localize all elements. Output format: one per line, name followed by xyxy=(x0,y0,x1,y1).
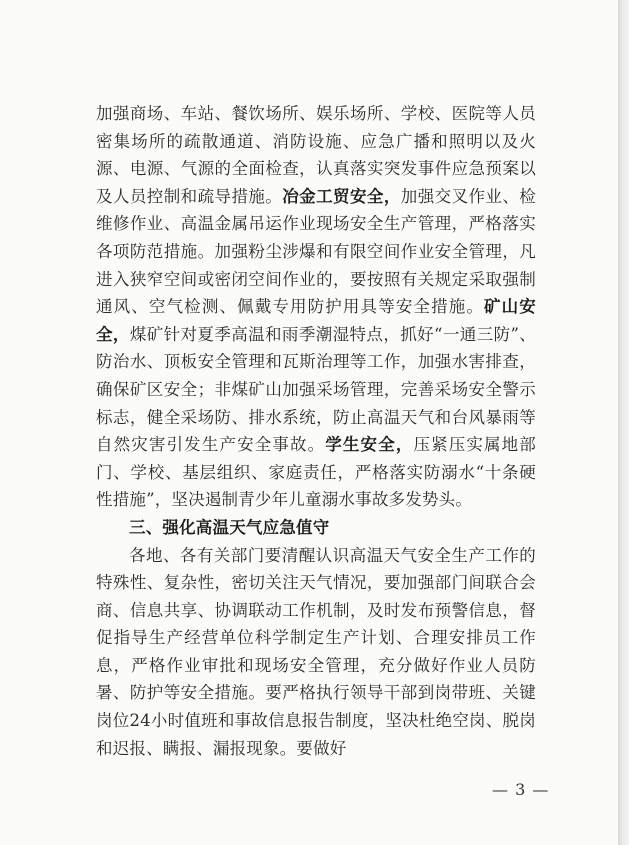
paragraph-text: 加强商场、车站、餐饮场所、娱乐场所、学校、医院等人员密集场所的疏散通道、消防设施、应急广播和照明以及火源、电源、气源的全面检查，认真落实突发事件应急预案以及人员控制和疏导措施。 xyxy=(96,104,536,206)
paragraph-text: 煤矿针对夏季高温和雨季潮湿特点，抓好“一通三防”、防治水、顶板安全管理和瓦斯治理等工作，加强水害排查，确保矿区安全；非煤矿山加强采场管理，完善采场安全警示标志，健全采场防、排水系统，防止高温天气和台风暴雨等自然灾害引发生产安全事故。 xyxy=(96,324,537,455)
document-body xyxy=(96,100,536,762)
keyword-mine-safety: 矿山安全， xyxy=(96,297,536,344)
paragraph-safety-measures xyxy=(96,100,536,514)
paper-edge xyxy=(618,0,629,845)
paragraph-emergency-duty: 各地、各有关部门要清醒认识高温天气安全生产工作的特殊性、复杂性，密切关注天气情况，要加强部门间联合会商、信息共享、协调联动工作机制，及时发布预警信息，督促指导生产经营单位科学制定生产计划、合理安排员工作息，严格作业审批和现场安全管理，充分做好作业人员防暑、防护等安全措施。要严格执行领导干部到岗带班、关键岗位24小时值班和事故信息报告制度，坚决杜绝空岗、脱岗和迟报、瞒报、漏报现象。要做好 xyxy=(96,545,536,758)
section-heading: 三、强化高温天气应急值守 xyxy=(129,517,330,537)
keyword-metallurgy-safety: 冶金工贸安全， xyxy=(282,186,401,206)
paragraph-text: 加强交叉作业、检维修作业、高温金属吊运作业现场安全生产管理，严格落实各项防范措施。加强粉尘涉爆和有限空间作业安全管理，凡进入狭窄空间或密闭空间作业的，要按照有关规定采取强制通风、空气检测、佩戴专用防护用具等安全措施。 xyxy=(96,186,537,317)
page-number: — 3 — xyxy=(492,780,550,799)
paragraph-text: 压紧压实属地部门、学校、基层组织、家庭责任，严格落实防溺水“十条硬性措施”，坚决遏制青少年儿童溺水事故多发势头。 xyxy=(96,435,536,510)
keyword-student-safety: 学生安全， xyxy=(325,435,414,455)
